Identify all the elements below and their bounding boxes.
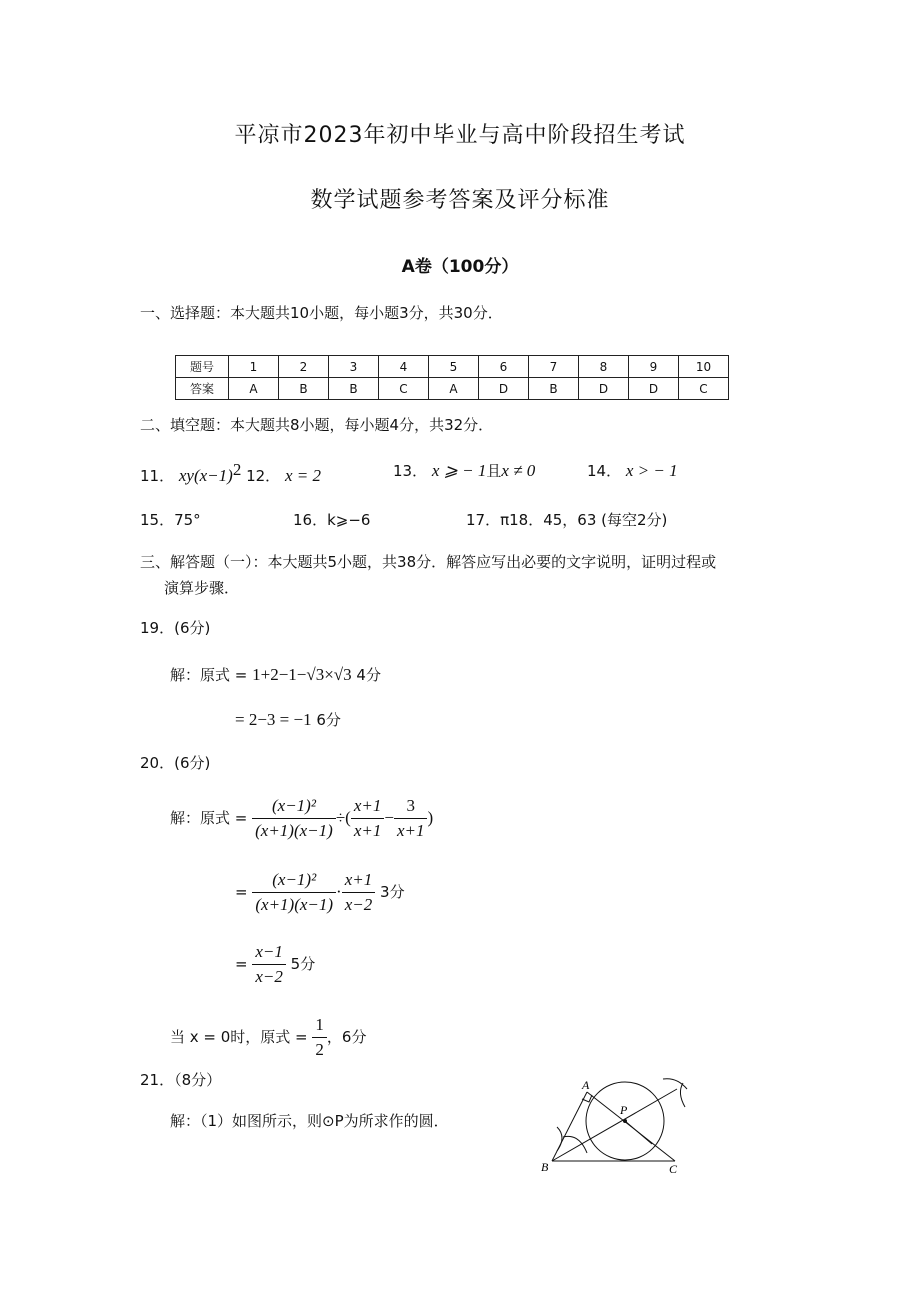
q20-title: 20．(6分)	[140, 754, 211, 772]
fill-q15: 15．75°	[140, 511, 201, 529]
part3-heading: 三、解答题（一）：本大题共5小题，共38分．解答应写出必要的文字说明，证明过程或	[140, 553, 717, 571]
q12-number: 12．	[246, 467, 281, 485]
table-cell: 3	[329, 356, 379, 378]
q19-score1: 4分	[356, 666, 381, 684]
part3-heading-cont: 演算步骤．	[164, 579, 240, 597]
label-c: C	[669, 1162, 678, 1176]
fill-q17-q18	[466, 509, 667, 530]
construction-arc-2	[557, 1127, 562, 1151]
q13-number: 13．	[393, 462, 428, 480]
q13-and: 且	[486, 462, 502, 480]
table-label: 题号	[176, 356, 229, 378]
q20-fraction-2: $\frac{x+1}{x+1}$	[351, 794, 385, 843]
page-title: 平凉市2023年初中毕业与高中阶段招生考试	[234, 123, 686, 148]
q20-line1	[170, 794, 433, 843]
part2-heading: 二、填空题：本大题共8小题，每小题4分，共32分．	[140, 416, 494, 434]
q19-expr1: 1+2−1−√3×√3	[252, 665, 352, 684]
table-cell: 8	[579, 356, 629, 378]
q18: 18．45，63 (每空2分)	[509, 511, 668, 529]
q20-line2	[235, 868, 405, 917]
geometry-figure	[535, 1075, 705, 1185]
fill-row-1	[140, 460, 321, 486]
q20-line4	[170, 1013, 366, 1062]
q20-divide: ÷(	[335, 808, 351, 827]
q11-exponent: 2	[232, 460, 242, 479]
table-cell: D	[629, 378, 679, 400]
q12-answer: x = 2	[284, 466, 321, 485]
table-cell: A	[429, 378, 479, 400]
q14-number: 14．	[587, 462, 622, 480]
table-label: 答案	[176, 378, 229, 400]
table-row	[176, 356, 729, 378]
table-cell: D	[479, 378, 529, 400]
construction-arc-1	[563, 1136, 587, 1153]
fill-q16: 16．k⩾−6	[293, 511, 371, 529]
q19-title: 19．(6分)	[140, 619, 211, 637]
q19-line2	[235, 709, 341, 730]
part1-heading: 一、选择题：本大题共10小题，每小题3分，共30分．	[140, 304, 503, 322]
perpendicular-line	[625, 1121, 652, 1144]
q20-fraction-6: $\frac{x-1}{x-2}$	[252, 940, 286, 989]
q20-score3: 5分	[290, 955, 316, 973]
q17: 17．π	[466, 511, 510, 529]
label-b: B	[541, 1160, 549, 1174]
fill-q13	[393, 460, 535, 481]
q19-line1	[170, 664, 381, 685]
table-cell: B	[279, 378, 329, 400]
table-cell: 4	[379, 356, 429, 378]
table-cell: 10	[679, 356, 729, 378]
table-cell: C	[679, 378, 729, 400]
label-a: A	[582, 1078, 590, 1092]
q20-line3	[235, 940, 315, 989]
table-cell: 1	[229, 356, 279, 378]
table-cell: 6	[479, 356, 529, 378]
q14-answer: x > − 1	[625, 461, 678, 480]
q21-title: 21．（8分）	[140, 1071, 222, 1089]
q11-number: 11．	[140, 467, 175, 485]
table-cell: 5	[429, 356, 479, 378]
q20-dot: ·	[336, 882, 342, 901]
q20-label: 解：原式 =	[170, 809, 248, 827]
table-cell: D	[579, 378, 629, 400]
q20-minus: −	[384, 808, 394, 827]
table-cell: 7	[529, 356, 579, 378]
table-cell: B	[529, 378, 579, 400]
label-p: P	[620, 1103, 628, 1117]
q20-fraction-half: $\frac{1}{2}$	[312, 1013, 327, 1062]
q20-when: 当 x = 0时，原式 =	[170, 1028, 308, 1046]
q13-answer-1: x ⩾ − 1	[431, 461, 487, 480]
q19-score2: 6分	[316, 711, 341, 729]
q21-line1: 解：（1）如图所示，则⊙P为所求作的圆．	[170, 1112, 449, 1130]
construction-arc-4	[663, 1079, 687, 1089]
q13-answer-2: x ≠ 0	[501, 461, 536, 480]
table-cell: B	[329, 378, 379, 400]
fill-q14	[587, 460, 678, 481]
q20-fraction-1: $\frac{\text{(x−1)²}}{(x+1)(x-1)}$	[252, 794, 336, 843]
center-point	[623, 1119, 627, 1123]
q19-expr2: = 2−3 = −1	[235, 710, 312, 729]
q20-score2: 3分	[380, 883, 405, 901]
q20-eq2: =	[235, 883, 248, 901]
table-cell: 9	[629, 356, 679, 378]
q11-answer: xy(x−1)	[178, 466, 233, 485]
page-subtitle: 数学试题参考答案及评分标准	[310, 188, 610, 213]
q20-eq3: =	[235, 955, 248, 973]
q20-fraction-5: $\frac{x+1}{x-2}$	[342, 868, 376, 917]
q20-close-paren: )	[427, 808, 434, 827]
answer-table	[175, 355, 729, 400]
table-row	[176, 378, 729, 400]
q20-fraction-4: $\frac{\text{(x−1)²}}{(x+1)(x-1)}$	[252, 868, 336, 917]
table-cell: A	[229, 378, 279, 400]
table-cell: C	[379, 378, 429, 400]
q20-score4: ，6分	[326, 1028, 367, 1046]
q20-fraction-3: $\frac{3}{x+1}$	[394, 794, 428, 843]
q19-label: 解：原式 =	[170, 666, 248, 684]
table-cell: 2	[279, 356, 329, 378]
section-a-heading: A卷（100分）	[401, 257, 519, 277]
